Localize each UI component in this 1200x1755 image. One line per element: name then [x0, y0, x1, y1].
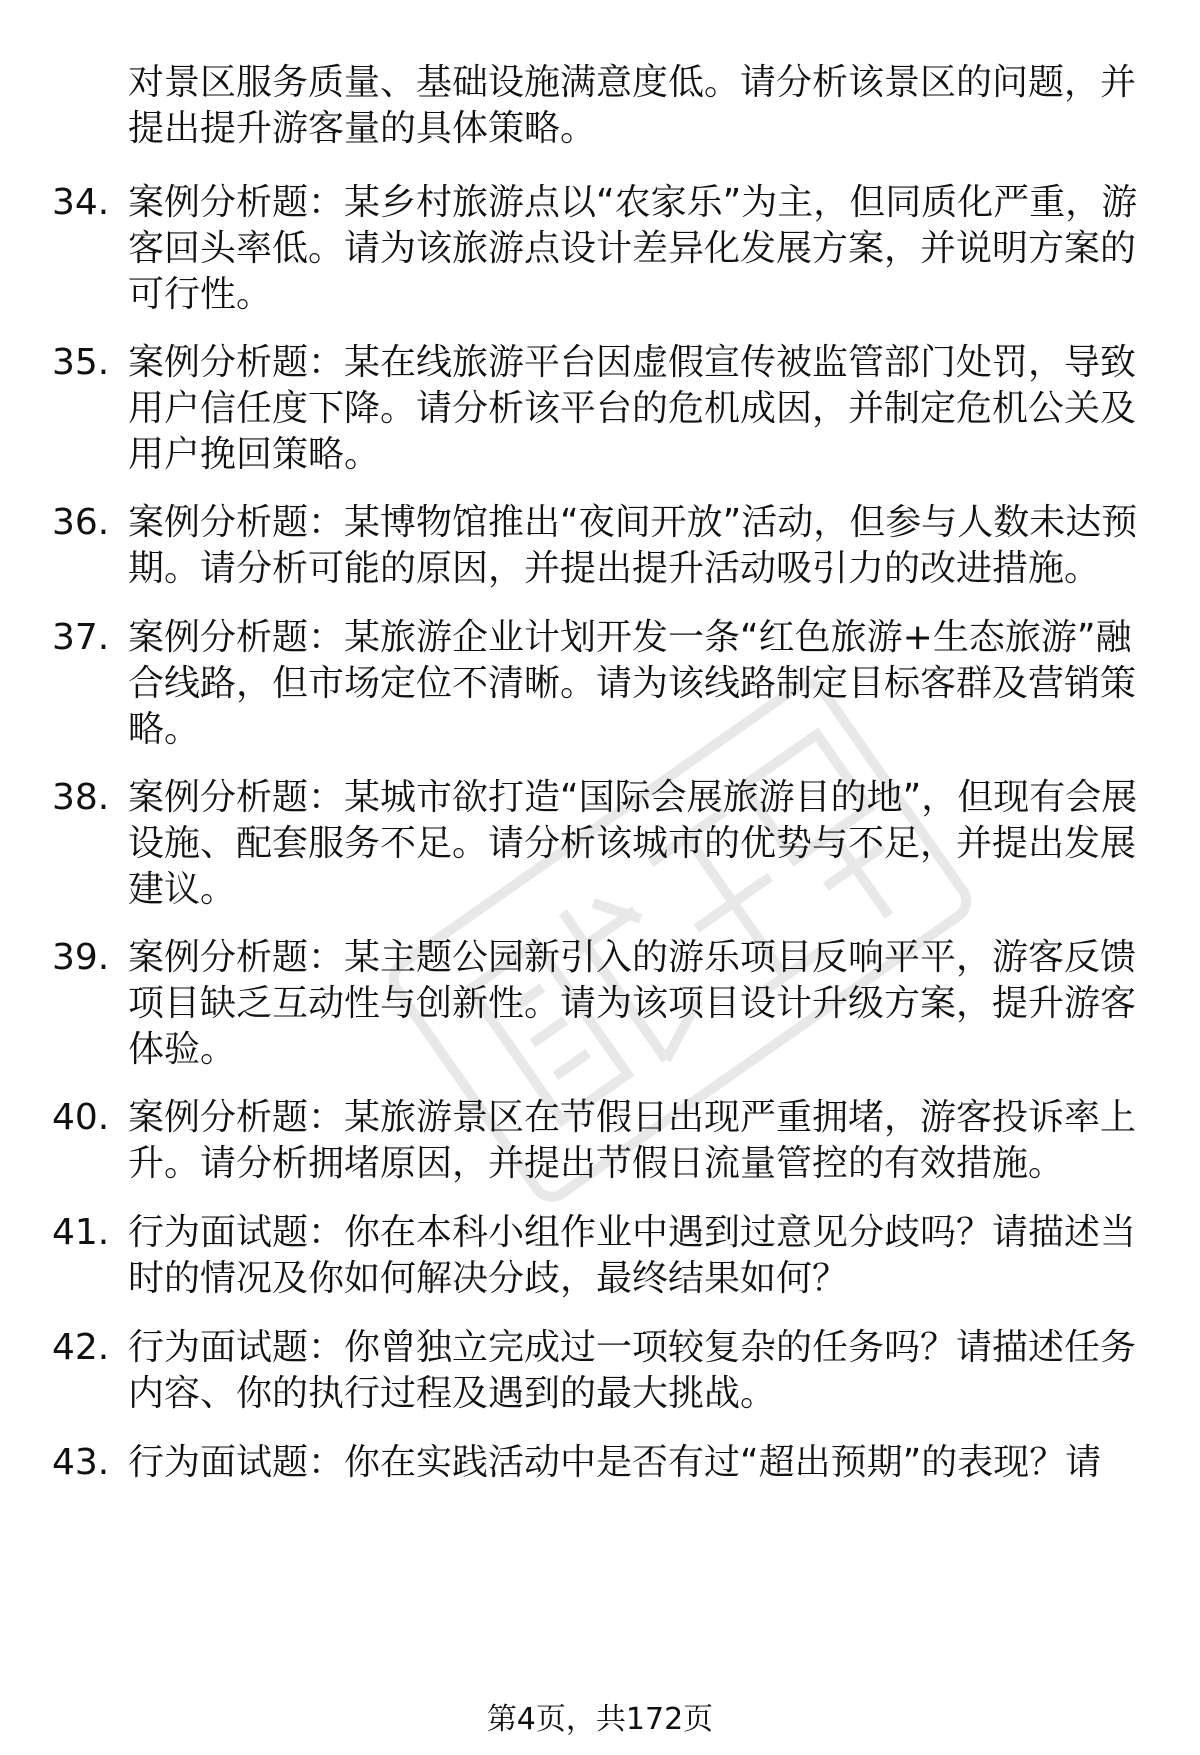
- list-item: [52, 615, 1142, 753]
- question-text: 案例分析题：某旅游景区在节假日出现严重拥堵，游客投诉率上升。请分析拥堵原因，并提出节假日流量管控的有效措施。: [128, 1097, 1137, 1184]
- list-item: [52, 340, 1142, 478]
- question-number: 39.: [52, 937, 110, 978]
- question-text: 案例分析题：某乡村旅游点以“农家乐”为主，但同质化严重，游客回头率低。请为该旅游点设计差异化发展方案，并说明方案的可行性。: [128, 182, 1138, 315]
- list-item: [52, 1210, 1142, 1302]
- list-item: [52, 1325, 1142, 1417]
- question-number: 41.: [52, 1212, 110, 1253]
- list-item: [52, 180, 1142, 318]
- list-item: [52, 1440, 1142, 1486]
- question-number: 34.: [52, 182, 110, 223]
- question-text: 案例分析题：某城市欲打造“国际会展旅游目的地”，但现有会展设施、配套服务不足。请分析该城市的优势与不足，并提出发展建议。: [128, 777, 1138, 910]
- question-number: 38.: [52, 777, 110, 818]
- question-number: 42.: [52, 1327, 110, 1368]
- list-item: [52, 935, 1142, 1073]
- question-text: 行为面试题：你曾独立完成过一项较复杂的任务吗？请描述任务内容、你的执行过程及遇到的最大挑战。: [128, 1327, 1137, 1414]
- question-number: 35.: [52, 342, 110, 383]
- question-text: 案例分析题：某博物馆推出“夜间开放”活动，但参与人数未达预期。请分析可能的原因，并提出提升活动吸引力的改进措施。: [128, 502, 1138, 589]
- question-number: 36.: [52, 502, 110, 543]
- page-footer: 第4页，共172页: [486, 1702, 714, 1737]
- question-text: 案例分析题：某旅游企业计划开发一条“红色旅游+生态旅游”融合线路，但市场定位不清晰。请为该线路制定目标客群及营销策略。: [128, 617, 1137, 750]
- question-text: 行为面试题：你在本科小组作业中遇到过意见分歧吗？请描述当时的情况及你如何解决分歧，最终结果如何？: [128, 1212, 1137, 1299]
- list-item: [52, 775, 1142, 913]
- list-item: [52, 500, 1142, 592]
- question-number: 43.: [52, 1442, 110, 1483]
- question-number: 37.: [52, 617, 110, 658]
- question-number: 40.: [52, 1097, 110, 1138]
- continued-question-text: 对景区服务质量、基础设施满意度低。请分析该景区的问题，并提出提升游客量的具体策略。: [128, 62, 1137, 149]
- question-text: 案例分析题：某主题公园新引入的游乐项目反响平平，游客反馈项目缺乏互动性与创新性。请为该项目设计升级方案，提升游客体验。: [128, 937, 1137, 1070]
- question-text: 案例分析题：某在线旅游平台因虚假宣传被监管部门处罚，导致用户信任度下降。请分析该平台的危机成因，并制定危机公关及用户挽回策略。: [128, 342, 1137, 475]
- question-text: 行为面试题：你在实践活动中是否有过“超出预期”的表现？请: [128, 1442, 1102, 1483]
- list-item: [52, 1095, 1142, 1187]
